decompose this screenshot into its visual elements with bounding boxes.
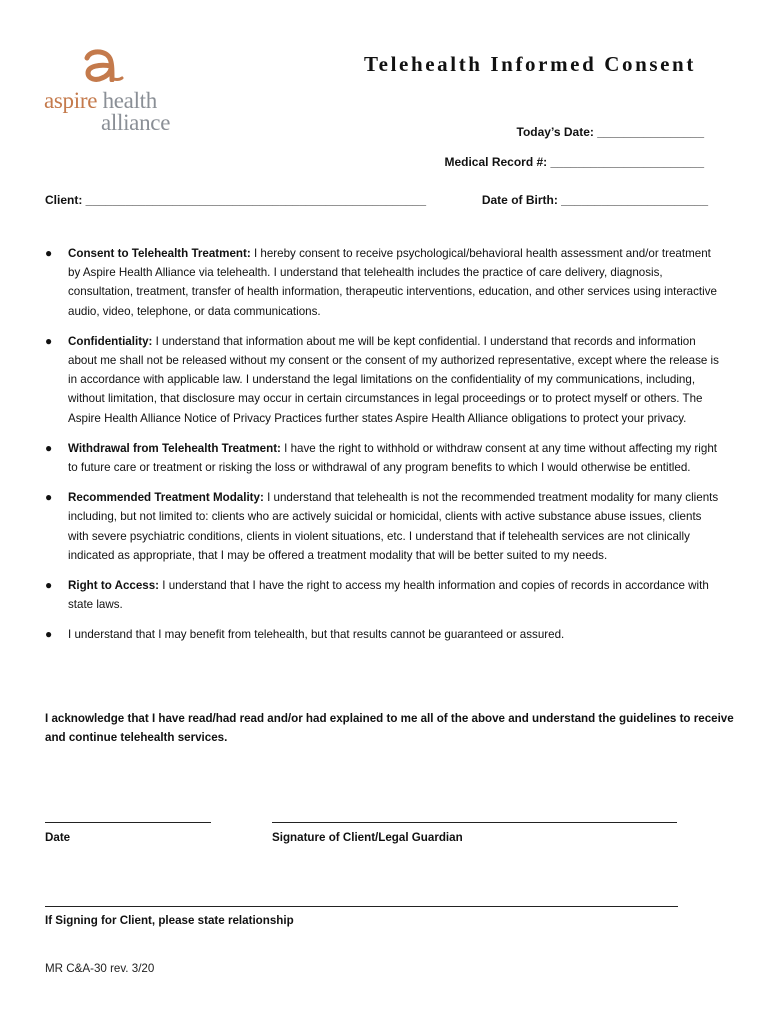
item-heading: Consent to Telehealth Treatment: <box>68 247 251 260</box>
consent-item <box>45 488 725 565</box>
bullet-icon: ● <box>45 578 53 593</box>
bullet-icon: ● <box>45 490 53 505</box>
relationship-line[interactable] <box>45 906 678 907</box>
bullet-icon: ● <box>45 440 53 455</box>
date-of-birth-field[interactable]: Date of Birth: ______________________ <box>481 193 708 207</box>
consent-item <box>45 439 725 477</box>
item-text: I understand that I may benefit from telehealth, but that results cannot be guaranteed or assured. <box>68 628 565 642</box>
acknowledgement-statement: I acknowledge that I have read/had read and/or had explained to me all of the above and understand the guidelines to receive and continue telehealth services. <box>45 712 734 744</box>
document-title: Telehealth Informed Consent <box>364 52 696 76</box>
signature-label: Signature of Client/Legal Guardian <box>272 831 463 844</box>
consent-item <box>45 332 725 428</box>
item-text: I understand that information about me will be kept confidential. I understand that records and information about me shall not be released without my consent or the consent of my authorized representative, except where the release is in accordance with applicable law. I understand the legal limitations on the confidentiality of my communications, including, without limitation, that disclosure may occur in certain circumstances in legal proceedings or to protect myself or others. The Aspire Health Alliance Notice of Privacy Practices further states Aspire Health Alliance obligations to protect your privacy. <box>68 334 719 425</box>
relationship-label: If Signing for Client, please state relationship <box>45 914 294 927</box>
consent-item <box>45 625 725 644</box>
item-heading: Withdrawal from Telehealth Treatment: <box>68 441 281 455</box>
date-signature-line[interactable] <box>45 822 211 823</box>
logo-word-health: health <box>102 88 157 113</box>
aspire-logo <box>44 42 184 135</box>
consent-items-list <box>45 244 725 656</box>
item-text: I understand that I have the right to access my health information and copies of records in accordance with state laws. <box>68 579 709 612</box>
client-signature-line[interactable] <box>272 822 677 823</box>
consent-item <box>45 244 725 321</box>
item-heading: Confidentiality: <box>68 334 153 348</box>
medical-record-field[interactable]: Medical Record #: _______________________ <box>444 155 704 169</box>
item-heading: Right to Access: <box>68 579 160 593</box>
item-heading: Recommended Treatment Modality: <box>68 491 264 505</box>
bullet-icon: ● <box>45 333 53 348</box>
date-label: Date <box>45 831 71 844</box>
item-text: I understand that telehealth is not the recommended treatment modality for many clients including, but not limited to: clients who are actively suicidal or homicidal, clients with active substance abuse issues, clients with severe psychiatric conditions, clients in violent situations, etc. I understand that if telehealth services are not clinically indicated as appropriate, that I may be offered a treatment modality that will be better suited to my needs. <box>68 491 719 562</box>
item-text: I hereby consent to receive psychological/behavioral health assessment and/or treatment by Aspire Health Alliance via telehealth. I understand that telehealth includes the practice of care delivery, diagnosis, consultation, treatment, transfer of health information, therapeutic interventions, education, and other services using interactive audio, video, telephone, or data communications. <box>68 247 717 318</box>
consent-item <box>45 576 725 614</box>
bullet-icon: ● <box>45 246 53 260</box>
client-name-field[interactable]: Client: ___________________________________________________ <box>45 193 427 207</box>
bullet-icon: ● <box>45 627 53 642</box>
item-text: I have the right to withhold or withdraw consent at any time without affecting my right to future care or treatment or risking the loss or withdrawal of any program benefits to which I would otherwise be entitled. <box>68 441 717 475</box>
form-revision-code: MR C&A-30 rev. 3/20 <box>45 962 155 975</box>
todays-date-field[interactable]: Today’s Date: ________________ <box>516 125 704 139</box>
logo-word-alliance: alliance <box>101 110 171 135</box>
logo-word-aspire: aspire <box>44 88 98 113</box>
aspire-a-logo-icon <box>82 42 126 82</box>
